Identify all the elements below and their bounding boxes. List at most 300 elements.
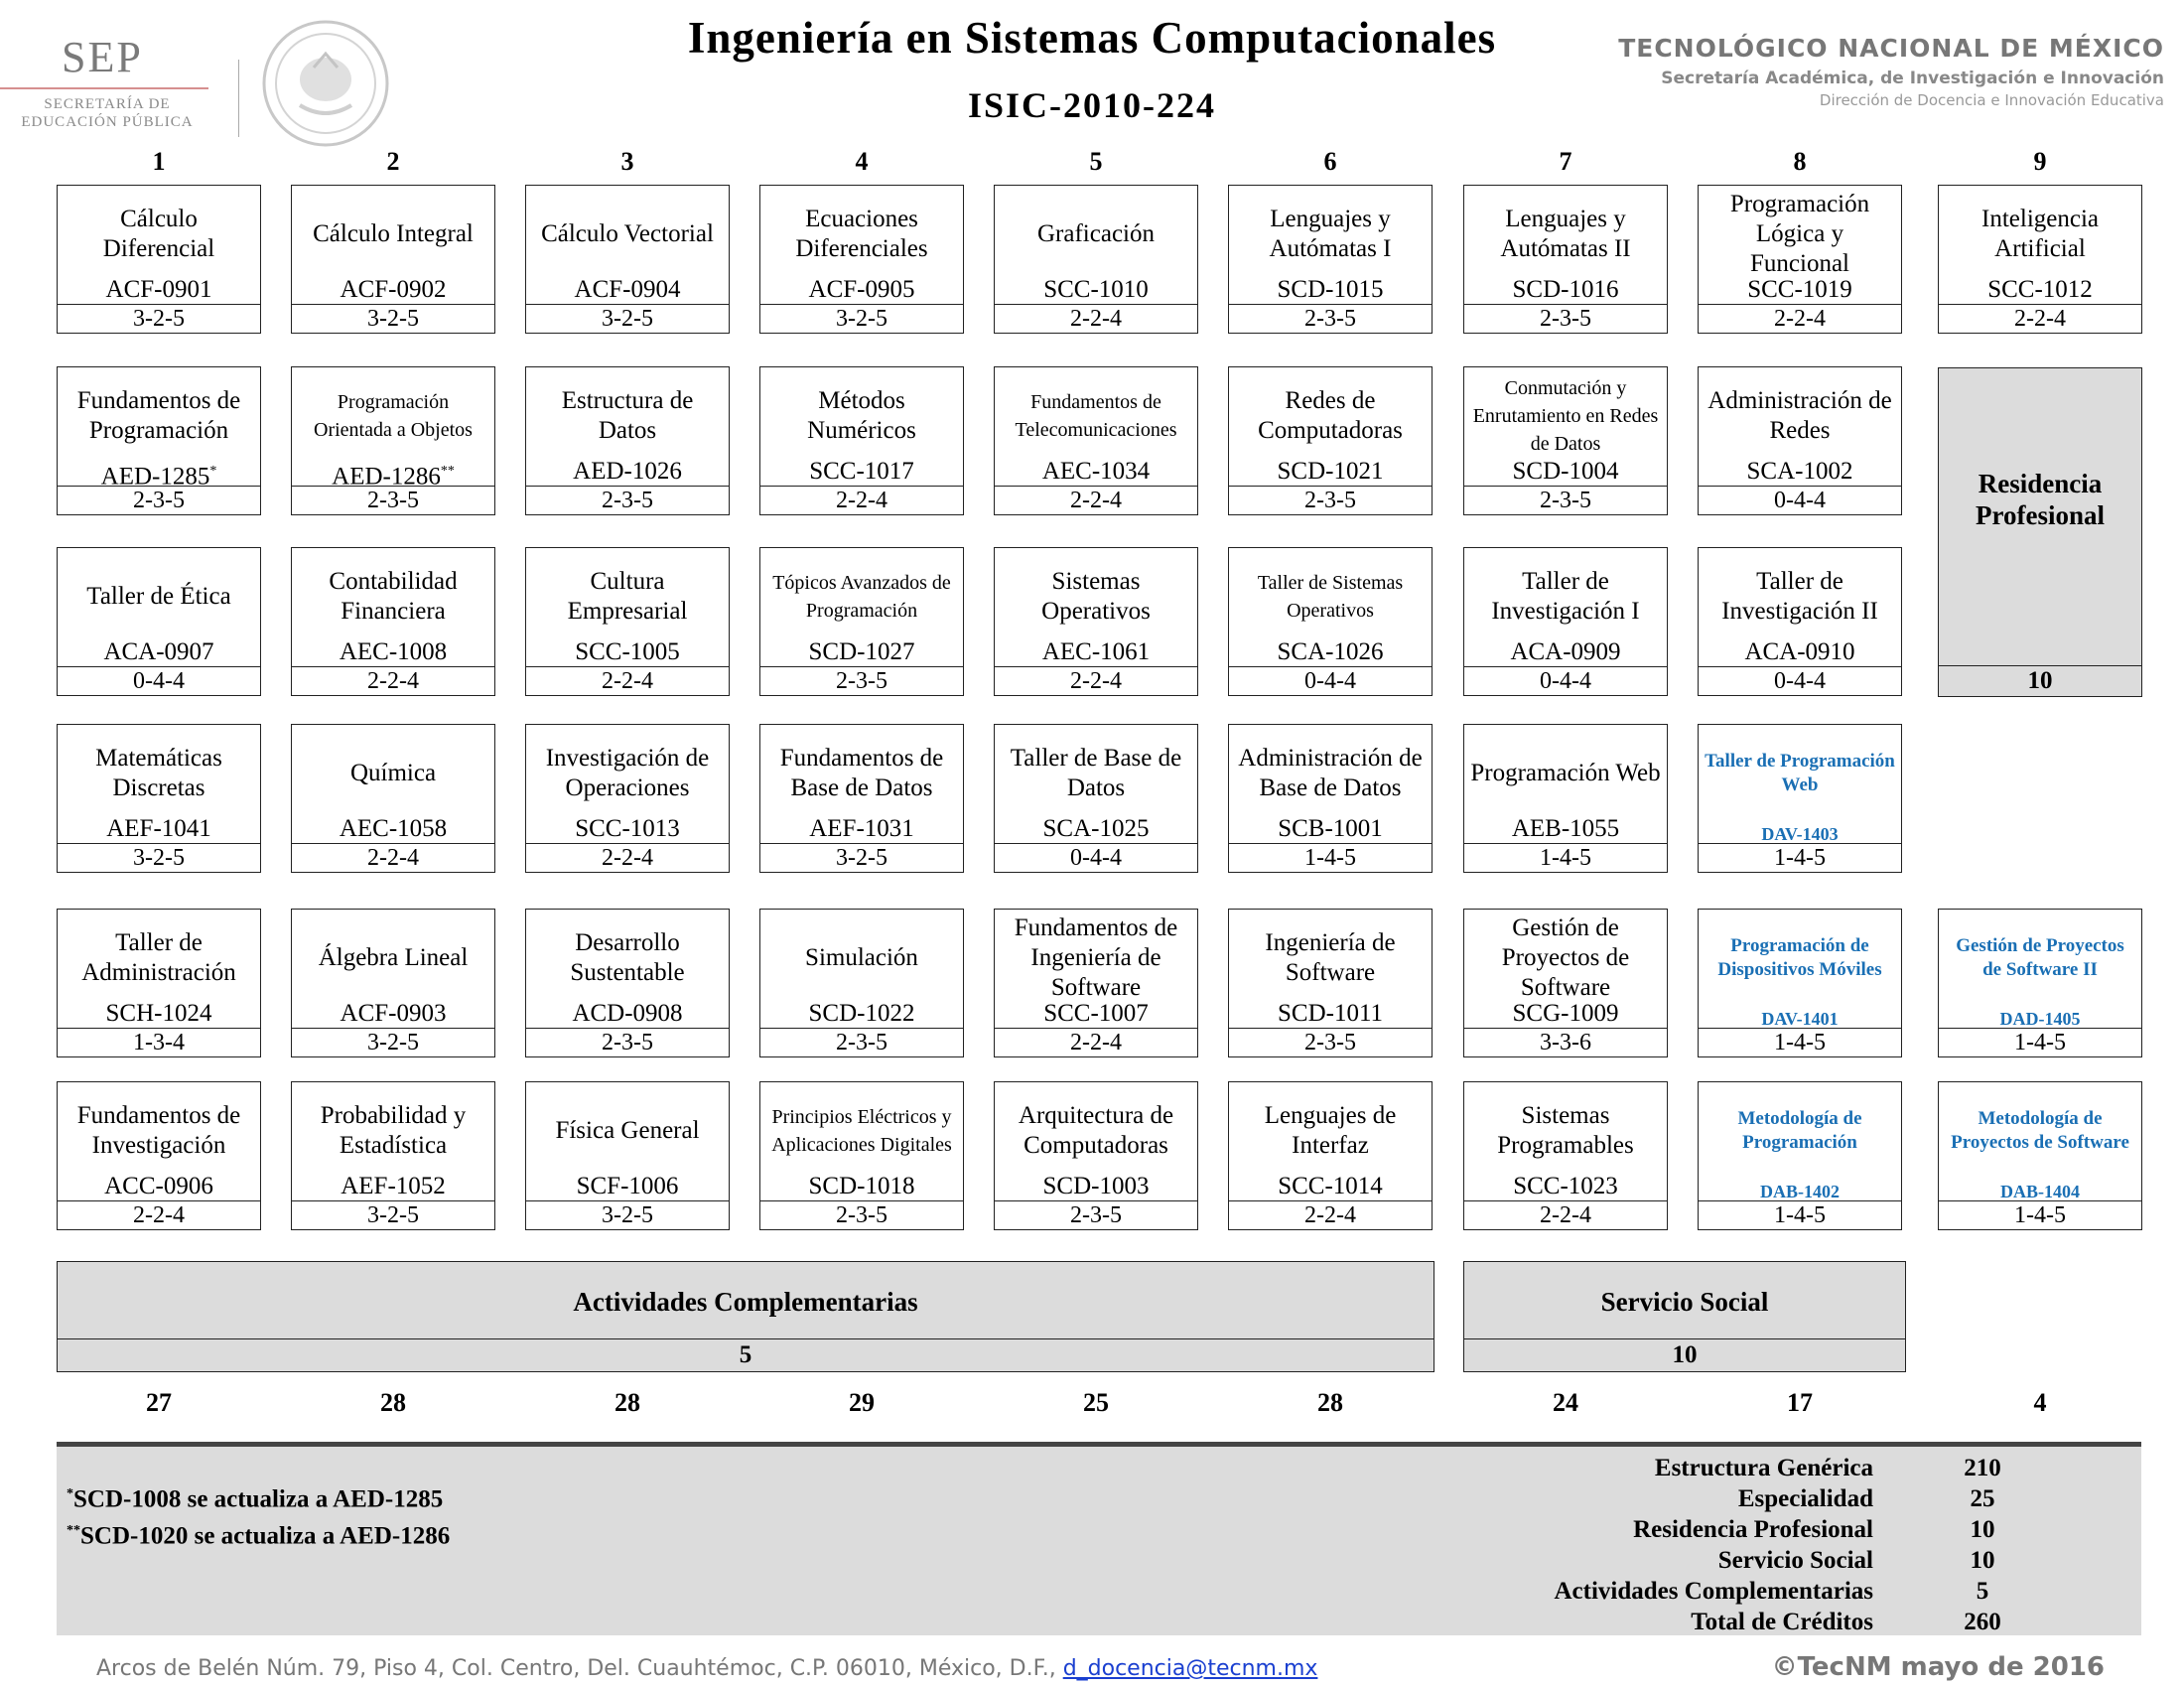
course-name: Sistemas Programables <box>1497 1102 1634 1159</box>
course-code-text: AEC-1008 <box>339 638 448 665</box>
course-code-text: DAV-1401 <box>1761 1009 1839 1029</box>
course-name: Ecuaciones Diferenciales <box>795 206 928 262</box>
course-code-text: SCC-1013 <box>575 815 680 842</box>
course-code-text: SCC-1019 <box>1747 276 1852 303</box>
residencia-profesional-card <box>1938 367 2142 697</box>
course-code-text: ACD-0908 <box>572 1000 683 1027</box>
semester-total-credits: 28 <box>1317 1388 1343 1417</box>
course-name: Lenguajes y Autómatas I <box>1269 206 1392 262</box>
course-code-text: ACF-0903 <box>340 1000 447 1027</box>
course-name: Taller de Base de Datos <box>1010 745 1182 801</box>
course-name: Cálculo Integral <box>313 220 474 247</box>
org-subtitle-1: Secretaría Académica, de Investigación e Innovación <box>1661 69 2164 88</box>
course-code-text: SCD-1022 <box>808 1000 915 1027</box>
course-name: Taller de Programación Web <box>1705 751 1895 795</box>
course-code-text: SCA-1025 <box>1042 815 1150 842</box>
semester-number: 4 <box>855 147 869 176</box>
course-name: Lenguajes de Interfaz <box>1264 1102 1397 1159</box>
summary-label: Especialidad <box>1737 1485 1873 1512</box>
page-title: Ingeniería en Sistemas Computacionales <box>687 13 1497 63</box>
course-card <box>759 1081 964 1230</box>
course-name: Estructura de Datos <box>561 387 694 444</box>
course-name: Administración de Redes <box>1707 387 1892 444</box>
course-card <box>1698 1081 1902 1230</box>
course-name: Taller de Investigación II <box>1721 568 1878 625</box>
course-code-text: SCA-1002 <box>1746 458 1853 485</box>
course-credits: 2-3-5 <box>760 666 963 695</box>
course-code <box>1229 457 1432 487</box>
course-code-text: AEB-1055 <box>1511 815 1620 842</box>
course-code <box>995 275 1197 305</box>
course-card <box>1698 185 1902 334</box>
course-card <box>1698 547 1902 696</box>
course-name: Taller de Administración <box>81 929 236 986</box>
course-card <box>994 185 1198 334</box>
course-credits: 1-4-5 <box>1939 1028 2141 1056</box>
footer-email-link[interactable]: d_docencia@tecnm.mx <box>1062 1656 1318 1681</box>
course-credits: 3-2-5 <box>760 843 963 872</box>
course-name: Química <box>349 760 437 786</box>
course-code <box>526 814 729 844</box>
course-card <box>759 547 964 696</box>
course-name: Sistemas Operativos <box>1041 568 1151 625</box>
course-credits: 2-2-4 <box>58 1200 260 1229</box>
course-code <box>1699 824 1901 844</box>
course-name: Física General <box>555 1117 700 1144</box>
course-name: Taller de Sistemas Operativos <box>1257 572 1404 622</box>
course-code-text: SCC-1023 <box>1513 1173 1618 1199</box>
course-credits: 2-2-4 <box>760 486 963 514</box>
course-name: Gestión de Proyectos de Software II <box>1956 935 2124 980</box>
course-card <box>1463 366 1668 515</box>
course-name: Fundamentos de Ingeniería de Software <box>1014 914 1178 1001</box>
course-credits: 3-2-5 <box>58 304 260 333</box>
course-code <box>1464 637 1667 667</box>
summary-value: 5 <box>1976 1578 1989 1605</box>
course-card <box>1228 547 1433 696</box>
course-card <box>57 547 261 696</box>
course-name: Tópicos Avanzados de Programación <box>772 572 951 622</box>
course-code <box>995 457 1197 487</box>
semester-total-credits: 4 <box>2033 1388 2047 1417</box>
semester-number: 3 <box>620 147 634 176</box>
course-name: Desarrollo Sustentable <box>570 929 685 986</box>
course-code-mark: ** <box>440 464 455 479</box>
semester-number: 2 <box>386 147 400 176</box>
course-card <box>57 185 261 334</box>
course-card <box>994 366 1198 515</box>
course-name: Fundamentos de Telecomunicaciones <box>1015 391 1177 441</box>
course-code-text: ACC-0906 <box>104 1173 213 1199</box>
course-code <box>1699 1009 1901 1029</box>
sep-subtitle-line-2: EDUCACIÓN PÚBLICA <box>21 114 194 130</box>
course-credits: 2-3-5 <box>58 486 260 514</box>
course-card <box>994 547 1198 696</box>
course-name: Lenguajes y Autómatas II <box>1500 206 1631 262</box>
residencia-name: Residencia Profesional <box>1976 469 2105 530</box>
course-code-text: SCC-1012 <box>1987 276 2093 303</box>
course-credits: 2-2-4 <box>1464 1200 1667 1229</box>
course-card <box>291 366 495 515</box>
course-name: Programación de Dispositivos Móviles <box>1717 935 1882 980</box>
course-card <box>525 1081 730 1230</box>
course-code <box>995 814 1197 844</box>
course-card <box>1228 366 1433 515</box>
actividades-name: Actividades Complementarias <box>573 1286 918 1317</box>
course-code-text: SCD-1003 <box>1042 1173 1150 1199</box>
course-code <box>1939 1182 2141 1201</box>
course-card <box>1938 1081 2142 1230</box>
summary-value: 210 <box>1964 1455 2001 1481</box>
course-code-text: SCD-1016 <box>1512 276 1619 303</box>
course-credits: 2-3-5 <box>760 1200 963 1229</box>
course-code <box>526 1172 729 1201</box>
course-card <box>1463 547 1668 696</box>
course-code-text: SCB-1001 <box>1278 815 1383 842</box>
semester-total-credits: 25 <box>1083 1388 1109 1417</box>
course-code-text: SCA-1026 <box>1277 638 1384 665</box>
course-credits: 3-2-5 <box>292 1200 494 1229</box>
actividades-credits: 5 <box>58 1338 1433 1371</box>
semester-number: 6 <box>1323 147 1337 176</box>
course-credits: 0-4-4 <box>995 843 1197 872</box>
course-name: Cultura Empresarial <box>567 568 688 625</box>
course-code <box>1699 275 1901 305</box>
course-code <box>292 999 494 1029</box>
update-notes <box>67 1478 450 1553</box>
course-code-text: SCC-1014 <box>1278 1173 1383 1199</box>
course-credits: 2-2-4 <box>526 843 729 872</box>
course-name: Programación Lógica y Funcional <box>1729 191 1870 277</box>
course-code <box>760 999 963 1029</box>
course-code <box>760 457 963 487</box>
course-card <box>994 909 1198 1057</box>
note-1-text: SCD-1008 se actualiza a AED-1285 <box>73 1485 444 1513</box>
course-code <box>292 1172 494 1201</box>
course-name: Fundamentos de Base de Datos <box>779 745 944 801</box>
course-credits: 2-3-5 <box>1229 486 1432 514</box>
course-card <box>291 724 495 873</box>
course-name: Graficación <box>1037 220 1155 247</box>
course-code <box>292 814 494 844</box>
course-credits: 2-2-4 <box>995 1028 1197 1056</box>
semester-number: 7 <box>1559 147 1572 176</box>
header-divider <box>238 60 239 137</box>
summary-value: 25 <box>1970 1485 1995 1512</box>
course-credits: 3-2-5 <box>760 304 963 333</box>
course-card <box>994 1081 1198 1230</box>
course-card <box>1463 1081 1668 1230</box>
course-code-text: ACA-0909 <box>1510 638 1621 665</box>
course-card <box>1698 909 1902 1057</box>
course-code <box>58 637 260 667</box>
course-name: Fundamentos de Programación <box>76 387 241 444</box>
semester-total-credits: 29 <box>849 1388 875 1417</box>
course-card <box>525 547 730 696</box>
course-code-text: DAV-1403 <box>1761 824 1839 844</box>
course-card <box>1228 909 1433 1057</box>
course-card <box>525 366 730 515</box>
course-card <box>1938 909 2142 1057</box>
course-credits: 3-2-5 <box>526 1200 729 1229</box>
course-credits: 2-3-5 <box>760 1028 963 1056</box>
course-card <box>759 724 964 873</box>
course-code <box>760 814 963 844</box>
course-card <box>525 909 730 1057</box>
course-code <box>1464 999 1667 1029</box>
summary-value: 10 <box>1970 1516 1995 1543</box>
course-code <box>1229 1172 1432 1201</box>
course-code <box>995 999 1197 1029</box>
course-code-text: SCC-1010 <box>1043 276 1149 303</box>
course-code-text: AED-1026 <box>573 458 682 485</box>
course-credits: 0-4-4 <box>1464 666 1667 695</box>
course-credits: 2-2-4 <box>1939 304 2141 333</box>
sep-logo <box>0 30 208 139</box>
course-code <box>995 637 1197 667</box>
course-name: Ingeniería de Software <box>1265 929 1396 986</box>
course-credits: 2-2-4 <box>995 666 1197 695</box>
course-credits: 2-2-4 <box>292 666 494 695</box>
course-credits: 0-4-4 <box>58 666 260 695</box>
course-card <box>1228 185 1433 334</box>
course-card <box>291 1081 495 1230</box>
servicio-credits: 10 <box>1464 1338 1905 1371</box>
course-code-text: AEF-1052 <box>341 1173 446 1199</box>
sep-logo-text: SEP <box>62 33 143 81</box>
course-code-text: ACF-0901 <box>105 276 212 303</box>
course-credits: 2-3-5 <box>1464 486 1667 514</box>
course-code <box>526 637 729 667</box>
course-code-text: AEC-1061 <box>1041 638 1151 665</box>
course-code-text: SCF-1006 <box>576 1173 679 1199</box>
course-code <box>760 637 963 667</box>
course-code-text: AEC-1058 <box>339 815 448 842</box>
course-credits: 1-3-4 <box>58 1028 260 1056</box>
tecnm-header <box>1618 34 2164 109</box>
course-code <box>526 457 729 487</box>
summary-value: 260 <box>1964 1609 2001 1635</box>
course-credits: 1-4-5 <box>1699 1200 1901 1229</box>
course-credits: 2-2-4 <box>292 843 494 872</box>
summary-row <box>1178 1576 2092 1607</box>
course-card <box>994 724 1198 873</box>
course-credits: 2-3-5 <box>1229 304 1432 333</box>
course-code-text: DAB-1404 <box>2000 1182 2080 1201</box>
course-code-text: AEC-1034 <box>1041 458 1151 485</box>
course-card <box>1698 724 1902 873</box>
course-name: Fundamentos de Investigación <box>76 1102 241 1159</box>
course-credits: 0-4-4 <box>1699 666 1901 695</box>
org-name: TECNOLÓGICO NACIONAL DE MÉXICO <box>1618 34 2164 63</box>
course-name: Conmutación y Enrutamiento en Redes de Datos <box>1472 377 1659 455</box>
course-code-text: SCH-1024 <box>105 1000 212 1027</box>
course-code-text: SCG-1009 <box>1512 1000 1619 1027</box>
course-code <box>1229 637 1432 667</box>
course-code-text: ACF-0902 <box>340 276 447 303</box>
course-code-text: SCC-1005 <box>575 638 680 665</box>
course-code <box>292 275 494 305</box>
course-code-text: DAB-1402 <box>1760 1182 1840 1201</box>
course-code-text: AED-1286 <box>332 463 441 491</box>
course-code-text: SCC-1017 <box>809 458 914 485</box>
summary-label: Estructura Genérica <box>1654 1455 1873 1481</box>
course-name: Programación Orientada a Objetos <box>314 391 473 441</box>
course-code-text: SCD-1015 <box>1277 276 1384 303</box>
course-credits: 3-2-5 <box>526 304 729 333</box>
summary-row <box>1178 1607 2092 1637</box>
course-code <box>760 275 963 305</box>
course-name: Taller de Investigación I <box>1491 568 1640 625</box>
course-code <box>526 275 729 305</box>
course-card <box>291 185 495 334</box>
course-name: Arquitectura de Computadoras <box>1018 1102 1174 1159</box>
course-code <box>1229 999 1432 1029</box>
course-credits: 2-3-5 <box>526 486 729 514</box>
course-credits: 2-3-5 <box>1229 1028 1432 1056</box>
sep-subtitle-line-1: SECRETARÍA DE <box>44 96 171 112</box>
summary-label: Total de Créditos <box>1691 1609 1873 1635</box>
course-code-text: SCD-1004 <box>1512 458 1619 485</box>
course-credits: 2-3-5 <box>292 486 494 514</box>
course-credits: 2-2-4 <box>1699 304 1901 333</box>
course-credits: 1-4-5 <box>1699 843 1901 872</box>
course-code <box>1229 275 1432 305</box>
course-code <box>58 275 260 305</box>
course-code-text: AED-1285 <box>100 463 210 491</box>
course-card <box>1938 185 2142 334</box>
course-card <box>1698 366 1902 515</box>
course-card <box>57 1081 261 1230</box>
summary-row <box>1178 1514 2092 1545</box>
course-card <box>57 724 261 873</box>
course-name: Cálculo Vectorial <box>541 220 714 247</box>
summary-value: 10 <box>1970 1547 1995 1574</box>
course-code <box>760 1172 963 1201</box>
course-card <box>1228 1081 1433 1230</box>
org-subtitle-2: Dirección de Docencia e Innovación Educativa <box>1819 91 2164 109</box>
course-credits: 0-4-4 <box>1699 486 1901 514</box>
course-credits: 2-2-4 <box>995 304 1197 333</box>
course-credits: 2-2-4 <box>1229 1200 1432 1229</box>
course-card <box>57 366 261 515</box>
note-2 <box>67 1515 450 1552</box>
course-code-text: SCD-1021 <box>1277 458 1384 485</box>
summary-row <box>1178 1453 2092 1483</box>
course-credits: 3-2-5 <box>292 1028 494 1056</box>
course-name: Administración de Base de Datos <box>1238 745 1423 801</box>
course-name: Metodología de Proyectos de Software <box>1951 1108 2129 1153</box>
course-credits: 2-3-5 <box>995 1200 1197 1229</box>
course-name: Taller de Ética <box>86 583 231 610</box>
course-card <box>1463 724 1668 873</box>
course-name: Contabilidad Financiera <box>329 568 458 625</box>
course-card <box>759 366 964 515</box>
course-credits: 2-3-5 <box>1464 304 1667 333</box>
note-1-mark: * <box>67 1486 73 1501</box>
course-name: Programación Web <box>1470 760 1661 786</box>
course-code <box>1699 457 1901 487</box>
course-code-text: SCD-1027 <box>808 638 915 665</box>
course-code <box>1464 275 1667 305</box>
summary-label: Residencia Profesional <box>1633 1516 1873 1543</box>
course-name: Gestión de Proyectos de Software <box>1501 914 1630 1001</box>
course-credits: 1-4-5 <box>1229 843 1432 872</box>
servicio-social-bar <box>1463 1261 1906 1372</box>
course-code-text: SCC-1007 <box>1043 1000 1149 1027</box>
course-code-text: ACF-0904 <box>574 276 681 303</box>
semester-total-credits: 24 <box>1553 1388 1578 1417</box>
summary-label: Actividades Complementarias <box>1554 1578 1873 1605</box>
course-credits: 2-2-4 <box>526 666 729 695</box>
course-card <box>759 185 964 334</box>
course-credits: 2-3-5 <box>526 1028 729 1056</box>
semester-total-credits: 17 <box>1787 1388 1813 1417</box>
course-card <box>525 724 730 873</box>
course-credits: 3-3-6 <box>1464 1028 1667 1056</box>
residencia-credits: 10 <box>1939 665 2141 696</box>
course-code <box>995 1172 1197 1201</box>
course-credits: 0-4-4 <box>1229 666 1432 695</box>
footer-copyright: ©TecNM mayo de 2016 <box>1771 1652 2105 1682</box>
course-code <box>526 999 729 1029</box>
course-code-text: ACF-0905 <box>808 276 915 303</box>
course-card <box>1463 185 1668 334</box>
mexico-seal-icon <box>260 18 391 149</box>
semester-number: 9 <box>2033 147 2047 176</box>
course-code <box>1464 457 1667 487</box>
sep-logo-subtitle <box>10 95 205 131</box>
course-credits: 3-2-5 <box>292 304 494 333</box>
course-code <box>58 814 260 844</box>
servicio-name: Servicio Social <box>1600 1286 1769 1317</box>
semester-number: 8 <box>1793 147 1807 176</box>
course-credits: 1-4-5 <box>1939 1200 2141 1229</box>
semester-total-credits: 27 <box>146 1388 172 1417</box>
course-code-text: AEF-1031 <box>809 815 914 842</box>
course-code <box>1464 814 1667 844</box>
course-name: Principios Eléctricos y Aplicaciones Digitales <box>771 1106 952 1156</box>
course-credits: 1-4-5 <box>1699 1028 1901 1056</box>
course-card <box>525 185 730 334</box>
course-card <box>291 547 495 696</box>
note-1 <box>67 1478 450 1515</box>
course-code <box>1699 637 1901 667</box>
note-2-text: SCD-1020 se actualiza a AED-1286 <box>80 1522 451 1550</box>
course-code <box>58 999 260 1029</box>
summary-row <box>1178 1483 2092 1514</box>
course-code-text: DAD-1405 <box>1999 1009 2081 1029</box>
course-name: Cálculo Diferencial <box>102 206 215 262</box>
course-code-text: ACA-0907 <box>103 638 214 665</box>
course-card <box>1463 909 1668 1057</box>
summary-rows <box>1178 1453 2092 1637</box>
course-credits: 1-4-5 <box>1464 843 1667 872</box>
credit-summary <box>57 1442 2141 1635</box>
semester-number: 1 <box>152 147 166 176</box>
course-name: Álgebra Lineal <box>318 944 469 971</box>
course-name: Simulación <box>805 944 918 971</box>
course-code <box>1699 1182 1901 1201</box>
note-2-mark: ** <box>67 1523 80 1539</box>
sep-logo-line <box>0 87 208 89</box>
course-card <box>759 909 964 1057</box>
course-code <box>1939 275 2141 305</box>
course-code-text: SCD-1011 <box>1277 1000 1384 1027</box>
course-name: Métodos Numéricos <box>807 387 916 444</box>
course-card <box>57 909 261 1057</box>
summary-label: Servicio Social <box>1717 1547 1873 1574</box>
